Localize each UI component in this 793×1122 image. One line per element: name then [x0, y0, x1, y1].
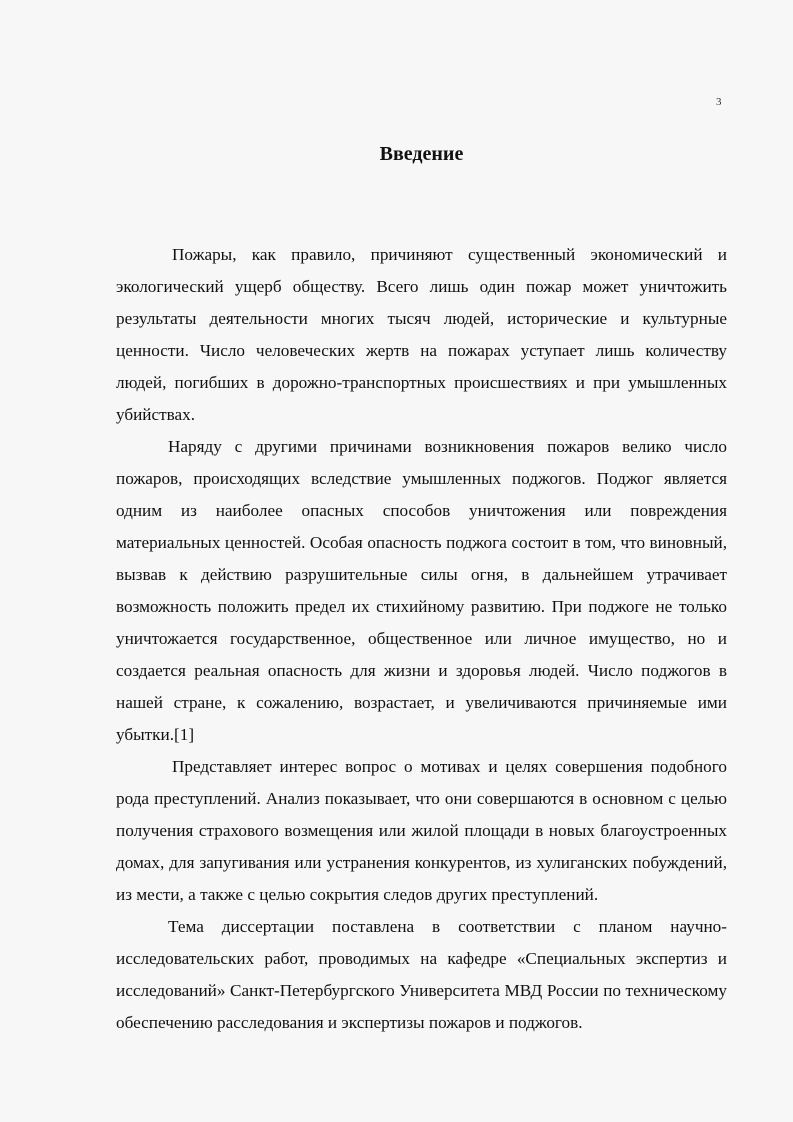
paragraph-3: Представляет интерес вопрос о мотивах и целях совершения подобного рода преступлений. Анализ показывает, что они совершаются в основном с целью получения страхового возмещения или жилой площади в новых благоустроенных домах, для запугивания или устранения конкурентов, из хулиганских побуждений, из мести, а также с целью сокрытия следов других преступлений. [116, 757, 727, 904]
body-text [116, 239, 727, 1039]
paragraph-1: Пожары, как правило, причиняют существенный экономический и экологический ущерб обществу. Всего лишь один пожар может уничтожить результаты деятельности многих тысяч людей, исторические и культурные ценности. Число человеческих жертв на пожарах уступает лишь количеству людей, погибших в дорожно-транспортных происшествиях и при умышленных убийствах. [116, 245, 727, 424]
page-number: 3 [716, 96, 722, 108]
paragraph-4: Тема диссертации поставлена в соответствии с планом научно-исследовательских работ, проводимых на кафедре «Специальных экспертиз и исследований» Санкт-Петербургского Университета МВД России по техническому обеспечению расследования и экспертизы пожаров и поджогов. [116, 917, 727, 1032]
page-title: Введение [379, 143, 464, 165]
paragraph-2: Наряду с другими причинами возникновения пожаров велико число пожаров, происходящих вследствие умышленных поджогов. Поджог является одним из наиболее опасных способов уничтожения или повреждения материальных ценностей. Особая опасность поджога состоит в том, что виновный, вызвав к действию разрушительные силы огня, в дальнейшем утрачивает возможность положить предел их стихийному развитию. При поджоге не только уничтожается государственное, общественное или личное имущество, но и создается реальная опасность для жизни и здоровья людей. Число поджогов в нашей стране, к сожалению, возрастает, и увеличиваются причиняемые ими убытки.[1] [116, 437, 727, 744]
